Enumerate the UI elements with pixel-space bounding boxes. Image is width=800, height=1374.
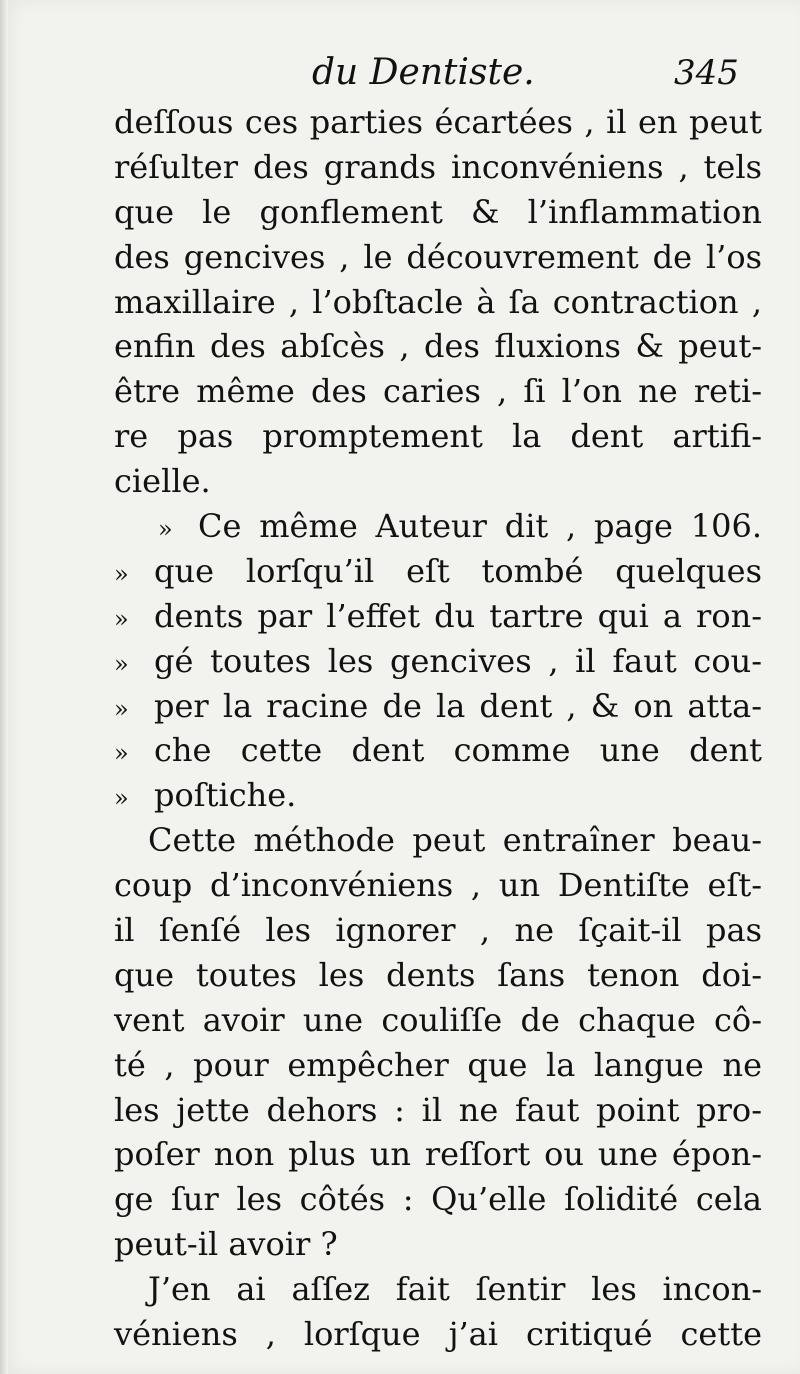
quote-marker: » xyxy=(114,739,129,768)
quote-text: dents par l’effet du tartre qui a ron- xyxy=(154,596,762,635)
text-line: cielle. xyxy=(114,462,211,501)
quote-text: gé toutes les gencives , il faut cou- xyxy=(154,641,762,680)
page-number: 345 xyxy=(674,53,739,93)
quote-text: que lorſqu’il eſt tombé quelques xyxy=(154,551,762,590)
text-line: des gencives , le découvrement de l’os xyxy=(114,237,762,276)
text-line xyxy=(114,549,762,594)
text-line: être même des caries , ſi l’on ne reti- xyxy=(114,372,762,411)
quote-marker: » xyxy=(158,515,173,544)
text-line: té , pour empêcher que la langue ne xyxy=(114,1045,762,1084)
text-line: re pas promptement la dent artifi- xyxy=(114,417,762,456)
text-line: Cette méthode peut entraîner beau- xyxy=(148,821,762,860)
text-line xyxy=(114,684,762,729)
text-line xyxy=(114,504,762,549)
text-line: enfin des abſcès , des fluxions & peut- xyxy=(114,327,762,366)
text-line: J’en ai aſſez fait ſentir les incon- xyxy=(148,1270,762,1309)
quote-marker: » xyxy=(114,559,129,588)
text-line xyxy=(114,594,762,639)
text-line: deſſous ces parties écartées , il en peut xyxy=(114,103,762,141)
text-line: ge ſur les côtés : Qu’elle ſolidité cela xyxy=(114,1180,762,1219)
text-line: que toutes les dents ſans tenon doi- xyxy=(114,955,762,994)
text-line xyxy=(114,639,762,684)
text-line: maxillaire , l’obſtacle à ſa contraction , xyxy=(114,282,762,321)
text-line: il ſenſé les ignorer , ne ſçait-il pas xyxy=(114,911,762,950)
text-line: poſer non plus un reſſort ou une épon- xyxy=(114,1135,762,1174)
quote-marker: » xyxy=(114,694,129,723)
text-line: réſulter des grands inconvéniens , tels xyxy=(114,147,762,186)
quote-marker: » xyxy=(114,604,129,633)
text-line: coup d’inconvéniens , un Dentiſte eſt- xyxy=(114,866,762,905)
page-gutter-shadow xyxy=(0,0,8,1374)
page-header xyxy=(0,48,800,98)
running-head: du Dentiste. xyxy=(312,52,535,93)
quote-marker: » xyxy=(114,649,129,678)
text-line: véniens , lorſque j’ai critiqué cette xyxy=(114,1315,762,1354)
quote-text: che cette dent comme une dent xyxy=(154,731,762,770)
text-line xyxy=(114,773,762,818)
quote-text: per la racine de la dent , & on atta- xyxy=(154,686,762,725)
text-line: peut-il avoir ? xyxy=(114,1225,338,1264)
text-line: que le gonflement & l’inflammation xyxy=(114,192,762,231)
quote-text: poſtiche. xyxy=(154,776,297,815)
quote-marker: » xyxy=(114,784,129,813)
text-line xyxy=(114,728,762,773)
body-text xyxy=(114,100,762,1357)
text-line: les jette dehors : il ne faut point pro- xyxy=(114,1090,762,1129)
text-line: vent avoir une couliſſe de chaque cô- xyxy=(114,1000,762,1039)
quote-text: Ce même Auteur dit , page 106. xyxy=(198,507,762,546)
